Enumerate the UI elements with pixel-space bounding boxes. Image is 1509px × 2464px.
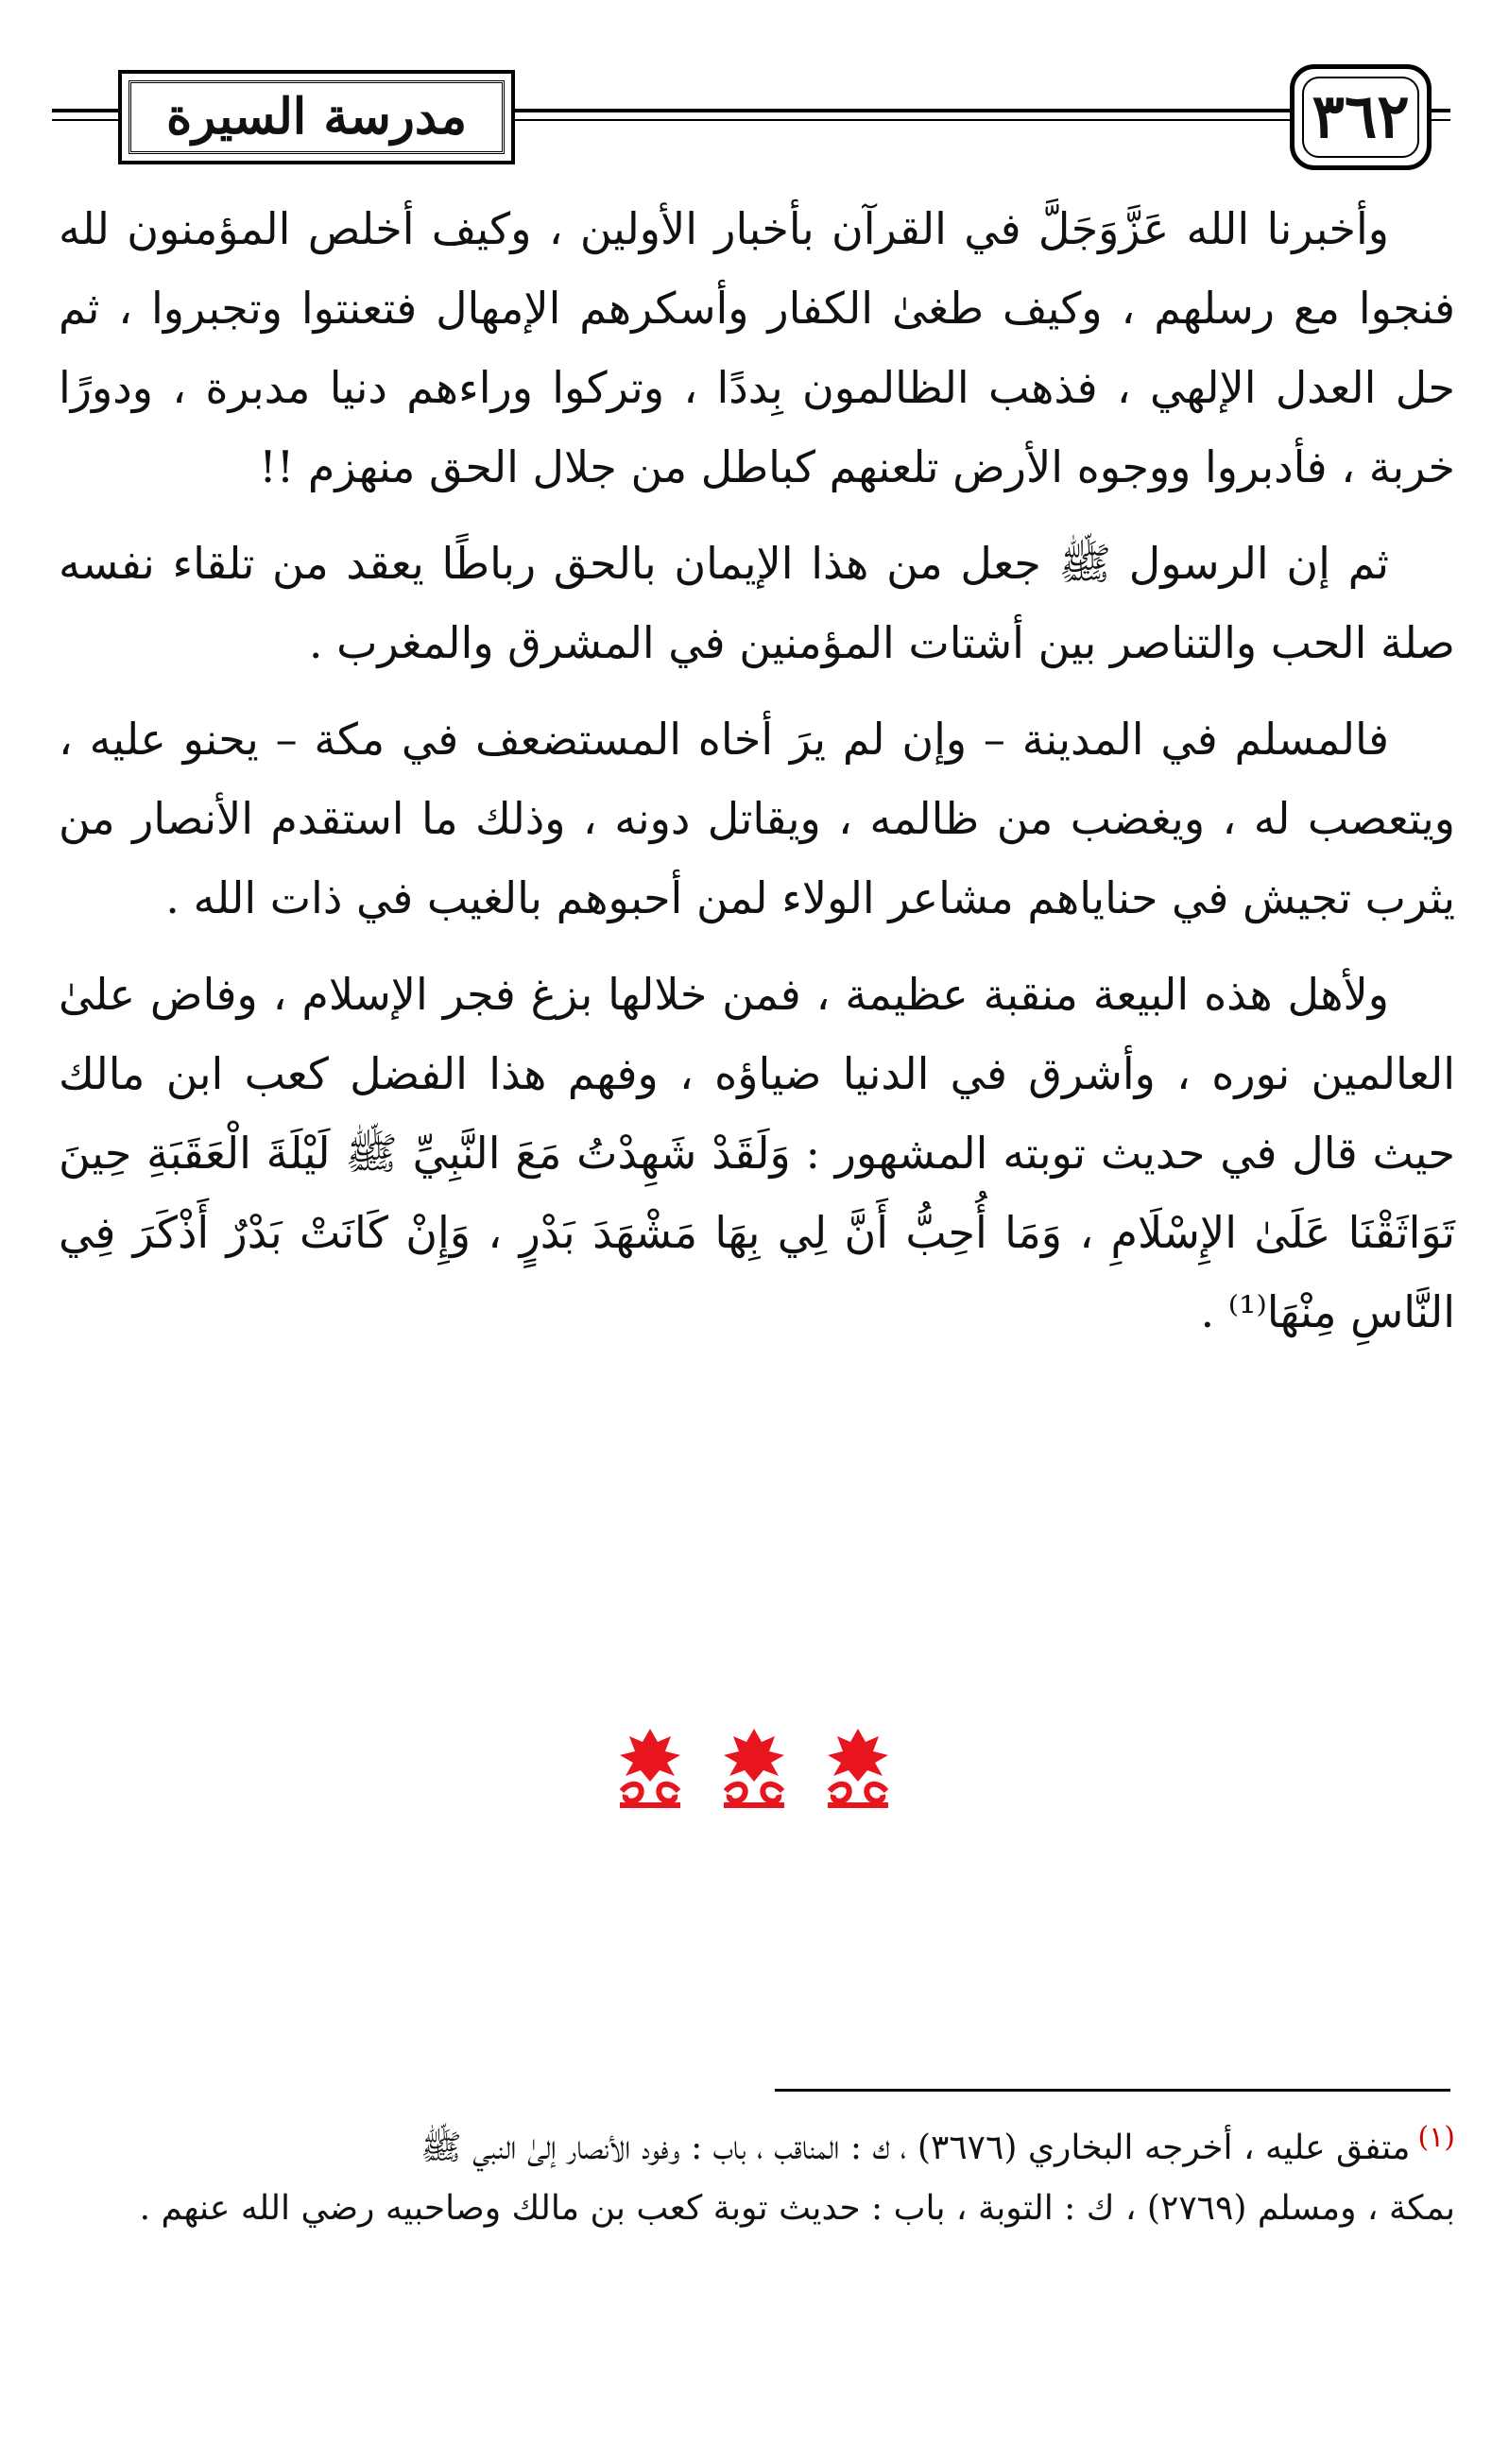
paragraph-4: ولأهل هذه البيعة منقبة عظيمة ، فمن خلالها بزغ فجر الإسلام ، وفاض علىٰ العالمين نوره ، وأشرق في الدنيا ضياؤه ، وفهم هذا الفضل كعب ابن مالك حيث قال في حديث توبته المشهور : وَلَقَدْ شَهِدْتُ مَعَ النَّبِيِّ ﷺ لَيْلَةَ الْعَقَبَةِ حِينَ تَوَاثَقْنَا عَلَىٰ الإِسْلَامِ ، وَمَا أُحِبُّ أَنَّ لِي بِهَا مَشْهَدَ بَدْرٍ ، وَإِنْ كَانَتْ بَدْرٌ أَذْكَرَ فِي النَّاسِ مِنْهَا⁽¹⁾ . — [59, 969, 1455, 1337]
footnote-line-2: بمكة ، ومسلم (٢٧٦٩) ، ك : التوبة ، باب : حديث توبة كعب بن مالك وصاحبيه رضي الله عنهم . — [139, 2189, 1455, 2228]
running-title-frame — [118, 70, 515, 164]
footnote-marker: (١) — [1417, 2121, 1455, 2154]
section-ornament — [612, 1720, 896, 1815]
floral-ornament-icon — [820, 1725, 896, 1810]
paragraph-3: فالمسلم في المدينة – وإن لم يرَ أخاه المستضعف في مكة – يحنو عليه ، ويتعصب له ، ويغضب من ظالمه ، ويقاتل دونه ، وذلك ما استقدم الأنصار من يثرب تجيش في حناياهم مشاعر الولاء لمن أحبوهم بالغيب في ذات الله . — [59, 714, 1455, 923]
running-title: مدرسة السيرة — [165, 88, 468, 146]
paragraph-2: ثم إن الرسول ﷺ جعل من هذا الإيمان بالحق رباطًا يعقد من تلقاء نفسه صلة الحب والتناصر بين أشتات المؤمنين في المشرق والمغرب . — [59, 538, 1455, 668]
floral-ornament-icon — [612, 1725, 688, 1810]
paragraph-1: وأخبرنا الله عَزَّوَجَلَّ في القرآن بأخبار الأولين ، وكيف أخلص المؤمنون لله فنجوا مع رسلهم ، وكيف طغىٰ الكفار وأسكرهم الإمهال فتعنتوا وتجبروا ، ثم حل العدل الإلهي ، فذهب الظالمون بِددًا ، وتركوا وراءهم دنيا مدبرة ، ودورًا خربة ، فأدبروا ووجوه الأرض تلعنهم كباطل من جلال الحق منهزم !! — [59, 203, 1455, 492]
page-header — [52, 57, 1450, 180]
page-number-frame — [1290, 64, 1432, 170]
page-number: ٣٦٢ — [1312, 81, 1410, 152]
footnote-separator — [775, 2089, 1450, 2092]
footnote-line-1 — [59, 2108, 1455, 2179]
footnote-text-1: متفق عليه ، أخرجه البخاري (٣٦٧٦) ، ك : المناقب ، باب : وفود الأنصار إلىٰ النبي ﷺ — [420, 2128, 1411, 2167]
footnote — [59, 2108, 1455, 2239]
body-text — [59, 189, 1455, 1369]
floral-ornament-icon — [716, 1725, 792, 1810]
